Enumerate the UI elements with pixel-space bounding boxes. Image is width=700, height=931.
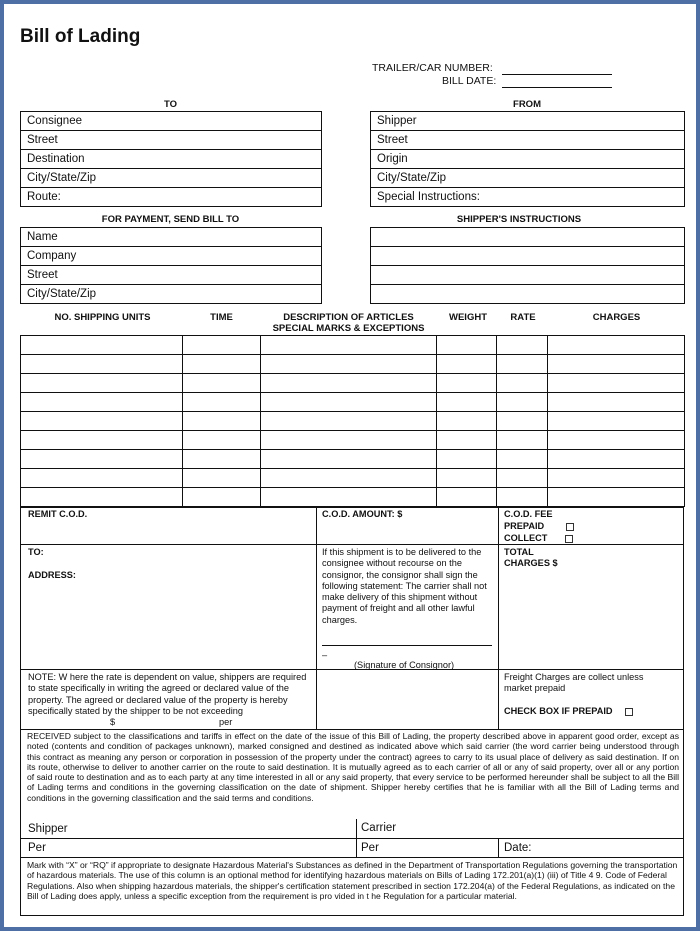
bill-date-label: BILL DATE: bbox=[442, 75, 497, 87]
from-origin-field[interactable]: Origin bbox=[371, 150, 685, 169]
table-row bbox=[21, 374, 685, 393]
item-cell[interactable] bbox=[260, 393, 437, 412]
table-row bbox=[21, 412, 685, 431]
item-cell[interactable] bbox=[437, 374, 497, 393]
item-cell[interactable] bbox=[21, 355, 183, 374]
from-heading: FROM bbox=[513, 99, 541, 110]
check-box-if-prepaid[interactable] bbox=[504, 706, 633, 717]
payment-company-field[interactable]: Company bbox=[21, 247, 322, 266]
bill-of-lading-form: Bill of Lading TRAILER/CAR NUMBER: BILL DATE: TO FROM Consignee Street Destination City/State/Zip Route: Shipper Street Origin City/State/Zip Special Instructions: FOR PAYMENT, SEND BILL TO SHIPPER'S INSTRUCTIONS Name Company Street City/State/Zip NO. SHIPPING UNITS TIME DESCRIPTION OF ARTICLES SPECIAL MARKS & EXCEPTIONS WEIGHT RATE CHARGES REMIT C.O.D. C.O.D. AMOUNT: $ C.O.D. FEE PREPAID COLLECT TO: ADDRESS: If this shipment is to be delivered to the consignee without recourse on the consignor, the consignor shall sign the following statement: The carrier shall not make delivery of this shipment without payment of freight and all other lawful charges. – (Signature of Consignor) TOTAL CHARGES $ NOTE: W here the rate is dependent on value, shippers are required to state specifically in writing the agreed or declared value of the property. The agreed or declared value of the property is hereby specifically stated by the shipper to be not exceeding $ per Freight Charges are collect unless market prepaid CHECK BOX IF PREPAID RECEIVED subject to the classifications and tariffs in effect on the date of the issue of this Bill of Lading, the property described above in apparent good order, except as noted (contents and condition of packages unknown), marked consigned and destined as indicated above which said carrier (the word carrier being understood through this contract as meaning any person or corporation in possession of the property under the contract) agrees to carry to its usual place of delivery as said destination. If on its route, otherwise to deliver to another carrier on the route to said destination. It is mutually agreed as to each carrier of all or any of said property, over all or any portion of said route to destination and as to each party at any time interested in all or any said property, that every service to be performed hereunder shall be subject to all the Bill of Lading terms and conditions in the governing classification on the date of shipment. Shipper hereby certifies that he is familiar with all the Bill of Lading terms and conditions in the governing classification and the said terms and conditions. Shipper Carrier Per Per Date: Mark with “X” or “RQ” if appropriate to designate Hazardous Material's Substances as defined in the Department of Transportation Regulations governing the transportation of hazardous materials. The use of this column is an optional method for identifying hazardous materials on Bills of Lading 172.201(a)(1) (iii) of Title 4 9. Code of Federal Regulations. Also when shipping hazardous materials, the shipper's certification statement prescribed in section 172.204(a) of the Federal Regulations, as indicated on the Bill of Lading does apply, unless a specific exception from the requirement is pro vided in t he Regulation for a particular material. bbox=[0, 0, 700, 931]
col-description-line1: DESCRIPTION OF ARTICLES bbox=[283, 312, 414, 323]
item-cell[interactable] bbox=[437, 431, 497, 450]
cod-prepaid-option[interactable] bbox=[504, 521, 574, 532]
total-charges-label bbox=[504, 547, 558, 570]
cod-to-label: TO: bbox=[28, 547, 44, 557]
item-cell[interactable] bbox=[437, 469, 497, 488]
declared-value-note: NOTE: W here the rate is dependent on value, shippers are required to state specifically in writing the agreed or declared value of the property. The agreed or declared value of the property is hereby specifically stated by the shipper to be not exceeding bbox=[28, 672, 307, 716]
freight-charges-note: Freight Charges are collect unless market prepaid bbox=[504, 672, 644, 694]
table-row bbox=[21, 488, 685, 507]
col-charges: CHARGES bbox=[592, 312, 641, 323]
item-cell[interactable] bbox=[21, 488, 183, 507]
payment-box bbox=[20, 227, 322, 304]
item-cell[interactable] bbox=[21, 469, 183, 488]
item-cell[interactable] bbox=[497, 336, 548, 355]
item-cell[interactable] bbox=[437, 450, 497, 469]
bill-date-field[interactable] bbox=[502, 87, 612, 88]
item-cell[interactable] bbox=[437, 355, 497, 374]
to-consignee-field[interactable]: Consignee bbox=[21, 112, 322, 131]
item-cell[interactable] bbox=[21, 412, 183, 431]
shipper-signature-label: Shipper bbox=[28, 823, 68, 835]
to-route-field[interactable]: Route: bbox=[27, 191, 61, 203]
item-cell[interactable] bbox=[548, 431, 685, 450]
shipper-instructions-line[interactable] bbox=[371, 266, 685, 285]
item-cell[interactable] bbox=[548, 412, 685, 431]
col-rate: RATE bbox=[510, 312, 536, 323]
table-row bbox=[21, 431, 685, 450]
cod-collect-option[interactable] bbox=[504, 533, 573, 544]
consignor-statement: If this shipment is to be delivered to the consignee without recourse on the consignor, the consignor shall sign the following statement: The carrier shall not make delivery of this shipment without payment of freight and all other lawful charges. bbox=[322, 547, 487, 625]
cod-address-label: ADDRESS: bbox=[28, 570, 76, 580]
item-cell[interactable] bbox=[497, 469, 548, 488]
table-row bbox=[21, 393, 685, 412]
item-cell[interactable] bbox=[182, 431, 260, 450]
item-cell[interactable] bbox=[182, 450, 260, 469]
item-cell[interactable] bbox=[437, 336, 497, 355]
item-cell[interactable] bbox=[21, 450, 183, 469]
table-row bbox=[21, 469, 685, 488]
total-charges-line2: CHARGES $ bbox=[504, 558, 558, 569]
shipper-per-label: Per bbox=[28, 842, 46, 854]
from-street-field[interactable]: Street bbox=[371, 131, 685, 150]
item-cell[interactable] bbox=[497, 374, 548, 393]
shipper-instructions-line[interactable] bbox=[371, 228, 685, 247]
shipper-instructions-line[interactable] bbox=[371, 247, 685, 266]
item-cell[interactable] bbox=[21, 431, 183, 450]
item-cell[interactable] bbox=[260, 469, 437, 488]
item-cell[interactable] bbox=[437, 412, 497, 431]
page-title: Bill of Lading bbox=[20, 26, 141, 47]
table-row bbox=[21, 355, 685, 374]
item-cell[interactable] bbox=[548, 488, 685, 507]
item-cell[interactable] bbox=[182, 469, 260, 488]
item-cell[interactable] bbox=[497, 412, 548, 431]
prepaid-checkbox[interactable] bbox=[566, 523, 574, 531]
item-cell[interactable] bbox=[497, 393, 548, 412]
item-cell[interactable] bbox=[437, 488, 497, 507]
cod-fee-label: C.O.D. FEE bbox=[504, 509, 553, 519]
payment-street-field[interactable]: Street bbox=[21, 266, 322, 285]
check-prepaid-checkbox[interactable] bbox=[625, 708, 633, 716]
item-cell[interactable] bbox=[21, 336, 183, 355]
col-weight: WEIGHT bbox=[449, 312, 487, 323]
carrier-per-label: Per bbox=[361, 842, 379, 854]
from-box bbox=[370, 111, 685, 207]
carrier-signature-label: Carrier bbox=[361, 822, 397, 834]
check-box-if-prepaid-label: CHECK BOX IF PREPAID bbox=[504, 706, 613, 716]
item-cell[interactable] bbox=[548, 355, 685, 374]
cod-collect-label: COLLECT bbox=[504, 533, 548, 543]
total-charges-line1: TOTAL bbox=[504, 547, 534, 557]
payment-heading: FOR PAYMENT, SEND BILL TO bbox=[101, 214, 240, 225]
item-cell[interactable] bbox=[260, 488, 437, 507]
item-cell[interactable] bbox=[260, 355, 437, 374]
item-cell[interactable] bbox=[548, 469, 685, 488]
item-cell[interactable] bbox=[548, 336, 685, 355]
item-cell[interactable] bbox=[437, 393, 497, 412]
item-cell[interactable] bbox=[182, 355, 260, 374]
note-per-label: per bbox=[219, 717, 233, 727]
item-cell[interactable] bbox=[182, 336, 260, 355]
shipper-instructions-box bbox=[370, 227, 685, 304]
item-cell[interactable] bbox=[497, 431, 548, 450]
item-cell[interactable] bbox=[548, 374, 685, 393]
item-cell[interactable] bbox=[260, 450, 437, 469]
item-cell[interactable] bbox=[260, 374, 437, 393]
item-cell[interactable] bbox=[21, 374, 183, 393]
from-city-state-zip-field[interactable]: City/State/Zip bbox=[371, 169, 685, 188]
item-cell[interactable] bbox=[260, 336, 437, 355]
item-cell[interactable] bbox=[21, 393, 183, 412]
to-heading: TO bbox=[163, 99, 178, 110]
item-cell[interactable] bbox=[548, 450, 685, 469]
shipper-instructions-line[interactable] bbox=[371, 285, 685, 304]
item-cell[interactable] bbox=[497, 355, 548, 374]
col-no-shipping-units: NO. SHIPPING UNITS bbox=[54, 312, 151, 323]
consignor-signature-field[interactable] bbox=[322, 645, 492, 646]
consignor-signature-label: (Signature of Consignor) bbox=[354, 660, 455, 670]
item-cell[interactable] bbox=[548, 393, 685, 412]
trailer-number-label: TRAILER/CAR NUMBER: bbox=[372, 62, 493, 74]
hazmat-notice: Mark with “X” or “RQ” if appropriate to designate Hazardous Material's Substances as defined in the Department of Transportation Regulations governing the transportation of hazardous materials. The use of this column is an optional method for identifying hazardous materials on Bills of Lading 172.201(a)(1) (iii) of Title 4 9. Code of Federal Regulations. Also when shipping hazardous materials, the shipper's certification statement prescribed in section 172.204(a) of the Federal Regulations, as indicated on the Bill of Lading does apply, unless a specific exception from the requirement is pro vided in t he Regulation for a particular material. bbox=[27, 860, 678, 901]
table-row bbox=[21, 450, 685, 469]
col-description-line2: SPECIAL MARKS & EXCEPTIONS bbox=[272, 323, 425, 334]
col-description bbox=[256, 312, 441, 334]
items-table bbox=[20, 335, 685, 507]
note-dollar-sign: $ bbox=[110, 717, 116, 727]
trailer-number-field[interactable] bbox=[502, 74, 612, 75]
to-street-field[interactable]: Street bbox=[21, 131, 322, 150]
item-cell[interactable] bbox=[182, 393, 260, 412]
collect-checkbox[interactable] bbox=[565, 535, 573, 543]
item-cell[interactable] bbox=[260, 412, 437, 431]
item-cell[interactable] bbox=[497, 488, 548, 507]
shipper-instructions-heading: SHIPPER'S INSTRUCTIONS bbox=[456, 214, 582, 225]
to-destination-field[interactable]: Destination bbox=[21, 150, 322, 169]
to-city-state-zip-field[interactable]: City/State/Zip bbox=[21, 169, 322, 188]
to-box bbox=[20, 111, 322, 207]
from-shipper-field[interactable]: Shipper bbox=[371, 112, 685, 131]
item-cell[interactable] bbox=[182, 374, 260, 393]
date-label: Date: bbox=[504, 842, 532, 854]
item-cell[interactable] bbox=[182, 412, 260, 431]
payment-city-state-zip-field[interactable]: City/State/Zip bbox=[27, 288, 97, 300]
item-cell[interactable] bbox=[260, 431, 437, 450]
item-cell[interactable] bbox=[497, 450, 548, 469]
col-time: TIME bbox=[210, 312, 233, 323]
item-cell[interactable] bbox=[182, 488, 260, 507]
cod-amount-label: C.O.D. AMOUNT: $ bbox=[322, 509, 403, 519]
remit-cod-label: REMIT C.O.D. bbox=[28, 509, 88, 519]
received-terms: RECEIVED subject to the classifications and tariffs in effect on the date of the issue of this Bill of Lading, the property described above in apparent good order, except as noted (contents and condition of packages unknown), marked consigned and destined as indicated above which said carrier (the word carrier being understood through this contract as meaning any person or corporation in possession of the property under the contract) agrees to carry to its usual place of delivery as said destination. If on its route, otherwise to deliver to another carrier on the route to said destination. It is mutually agreed as to each carrier of all or any of said property, over all or any portion of said route to destination and as to each party at any time interested in all or any said property, that every service to be performed hereunder shall be subject to all the Bill of Lading terms and conditions in the governing classification on the date of shipment. Shipper hereby certifies that he is familiar with all the Bill of Lading terms and conditions in the governing classification and the said terms and conditions. bbox=[27, 731, 679, 803]
from-special-instructions-field[interactable]: Special Instructions: bbox=[377, 191, 480, 203]
payment-name-field[interactable]: Name bbox=[21, 228, 322, 247]
cod-prepaid-label: PREPAID bbox=[504, 521, 545, 531]
table-row bbox=[21, 336, 685, 355]
